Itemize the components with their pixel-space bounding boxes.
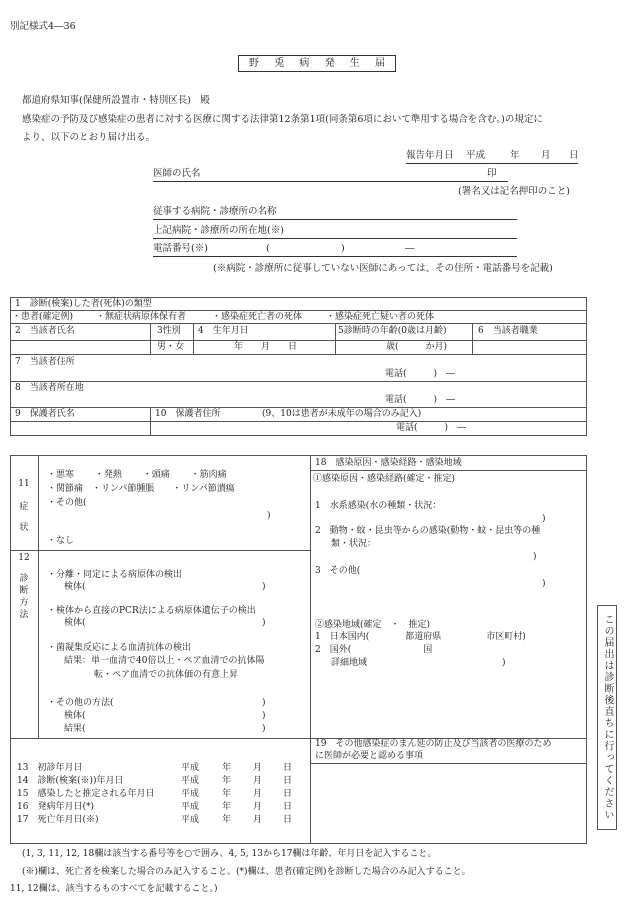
occupation-input[interactable] — [473, 341, 586, 353]
infection-cause-water[interactable]: 1 水系感染(水の種類・状況： — [315, 501, 442, 511]
date-month[interactable]: 月 — [253, 776, 263, 786]
seal-note: (署名又は記名押印のこと) — [458, 186, 570, 197]
date-month[interactable]: 月 — [253, 815, 263, 825]
divider — [10, 421, 587, 422]
guardian-note: (9、10は患者が未成年の場合のみ記入) — [262, 409, 422, 419]
patient-location-label: 8 当該者所在地 — [15, 383, 84, 393]
patient-address-phone[interactable]: 電話( ) ― — [385, 369, 456, 379]
infection-region-title[interactable]: ②感染地域(確定 ・ 推定) — [315, 620, 431, 630]
date-year[interactable]: 年 — [222, 815, 232, 825]
date-month[interactable]: 月 — [253, 763, 263, 773]
title-char: 野 — [249, 57, 259, 69]
doctor-notes-title-1: 19 その他感染症のまん延の防止及び当該者の医療のため — [315, 739, 552, 749]
title-char: 兎 — [274, 57, 285, 69]
doctor-notes-input[interactable] — [311, 764, 586, 843]
date-year[interactable]: 年 — [222, 763, 232, 773]
infection-cause-title[interactable]: ①感染原因・感染経路(確定・推定) — [313, 474, 456, 484]
title-char: 届 — [374, 57, 385, 69]
date-era: 平成 — [181, 789, 200, 799]
hospital-address-label: 上記病院・診療所の所在地(※) — [153, 225, 284, 236]
close-paren: ) — [262, 618, 266, 628]
hospital-name-label: 従事する病院・診療所の名称 — [153, 206, 277, 217]
method-agglutination-result-2: 転・ペア血清での抗体価の有意上昇 — [94, 670, 239, 680]
form-number: 別記様式4―36 — [10, 21, 76, 32]
sex-options[interactable]: 男・女 — [157, 342, 185, 352]
close-paren: ) — [542, 514, 546, 524]
intro-line-1: 感染症の予防及び感染症の患者に対する医療に関する法律第12条第1項(同条第6項において準用する場合を含む。)の規定に — [22, 114, 543, 125]
phone-field[interactable] — [153, 243, 517, 257]
date-month[interactable]: 月 — [253, 789, 263, 799]
method-agglutination[interactable]: ・菌凝集反応による血清抗体の検出 — [47, 643, 192, 653]
diagnosis-label-char: 断 — [19, 586, 29, 596]
type-option-dead[interactable]: ・感染症死亡者の死体 — [212, 312, 303, 322]
day-label: 日 — [569, 150, 579, 161]
phone-open-paren: ( — [266, 243, 270, 254]
year-label: 年 — [510, 150, 520, 161]
divider — [38, 455, 39, 738]
doctor-name-label: 医師の氏名 — [153, 168, 201, 179]
type-option-patient[interactable]: ・患者(確定例) — [12, 312, 74, 322]
report-date-label: 報告年月日 — [406, 150, 454, 161]
doctor-notes-title-2: に医師が必要と認める事項 — [315, 751, 424, 761]
footer-note-2: (※)欄は、死亡者を検案した場合のみ記入すること。(*)欄は、患者(確定例)を診断した場合のみ記入すること。 — [22, 867, 471, 877]
symptoms-other[interactable]: ・その他( — [47, 498, 87, 508]
divider — [10, 381, 587, 382]
date-day[interactable]: 日 — [283, 763, 293, 773]
method-isolation[interactable]: ・分離・同定による病原体の検出 — [47, 570, 183, 580]
close-paren: ) — [533, 552, 537, 562]
title-char: 病 — [299, 57, 310, 69]
occupation-label: 6 当該者職業 — [478, 326, 538, 336]
report-era: 平成 — [466, 150, 486, 161]
hospital-name-field[interactable] — [153, 206, 517, 220]
age-value[interactable]: 歳( か月) — [386, 342, 448, 352]
infection-region-domestic[interactable]: 1 日本国内( 都道府県 市区町村) — [315, 632, 526, 642]
diagnosis-label-char: 診 — [19, 574, 29, 584]
divider — [310, 470, 587, 471]
date-year[interactable]: 年 — [222, 776, 232, 786]
title-char: 発 — [324, 57, 335, 69]
method-agglutination-result-1: 結果：単一血清で40倍以上・ペア血清での抗体陽 — [64, 656, 265, 666]
method-pcr-specimen[interactable]: 検体( — [64, 618, 86, 628]
infection-region-detail: 詳細地域 — [331, 658, 368, 668]
addressee: 都道府県知事(保健所設置市・特別区長) 殿 — [22, 95, 210, 106]
infection-region-abroad[interactable]: 2 国外( 国 — [315, 645, 433, 655]
date-row-label: 16 発病年月日(*) — [17, 802, 94, 812]
symptoms-line-1[interactable]: ・悪寒 ・発熱 ・頭痛 ・筋肉痛 — [47, 470, 227, 480]
phone-close-paren: ) — [341, 243, 345, 254]
phone-label: 電話番号(※) — [153, 243, 208, 254]
date-era: 平成 — [181, 802, 200, 812]
patient-location-phone[interactable]: 電話( ) ― — [385, 395, 456, 405]
method-isolation-specimen[interactable]: 検体( — [64, 582, 86, 592]
diagnosis-number: 12 — [18, 553, 30, 563]
infection-cause-animal-2: 類・状況： — [331, 539, 377, 549]
date-day[interactable]: 日 — [283, 802, 293, 812]
guardian-name-label: 9 保護者氏名 — [15, 409, 75, 419]
date-row-label: 17 死亡年月日(※) — [17, 815, 99, 825]
divider — [335, 323, 336, 354]
birthdate-value[interactable]: 年 月 日 — [234, 342, 298, 352]
reporter-footnote: (※病院・診療所に従事していない医師にあっては、その住所・電話番号を記載) — [213, 263, 553, 274]
date-era: 平成 — [181, 815, 200, 825]
symptoms-none[interactable]: ・なし — [47, 536, 75, 546]
divider — [10, 323, 587, 324]
seal-label: 印 — [487, 168, 497, 179]
close-paren: ) — [502, 658, 506, 668]
divider — [10, 310, 587, 311]
method-other[interactable]: ・その他の方法( — [47, 698, 114, 708]
close-paren: ) — [262, 724, 266, 734]
sex-label: 3性別 — [157, 326, 181, 336]
guardian-address-label: 10 保護者住所 — [155, 409, 221, 419]
symptoms-other-close: ) — [267, 511, 271, 521]
date-era: 平成 — [181, 776, 200, 786]
footer-note-1: (1, 3, 11, 12, 18欄は該当する番号等を○で囲み、4, 5, 13から17欄は年齢、年月日を記入すること。 — [22, 849, 437, 859]
method-pcr[interactable]: ・検体から直接のPCR法による病原体遺伝子の検出 — [47, 606, 256, 616]
report-date-field[interactable] — [406, 150, 578, 164]
divider — [193, 323, 194, 354]
divider — [10, 354, 587, 355]
date-year[interactable]: 年 — [222, 789, 232, 799]
symptoms-number: 11 — [18, 479, 30, 489]
diagnosis-label-char: 法 — [19, 610, 29, 620]
close-paren: ) — [262, 711, 266, 721]
patient-name-input[interactable] — [11, 341, 149, 353]
date-row-label: 14 診断(検案(※))年月日 — [17, 776, 124, 786]
age-label: 5診断時の年齢(0歳は月齢) — [338, 326, 447, 336]
symptoms-line-2[interactable]: ・関節痛 ・リンパ節腫脹 ・リンパ節潰瘍 — [47, 484, 235, 494]
divider — [150, 407, 151, 436]
diagnosis-label-char: 方 — [19, 598, 29, 608]
date-day[interactable]: 日 — [283, 789, 293, 799]
month-label: 月 — [541, 150, 551, 161]
date-day[interactable]: 日 — [283, 776, 293, 786]
date-row-label: 15 感染したと推定される年月日 — [17, 789, 155, 799]
date-year[interactable]: 年 — [222, 802, 232, 812]
infection-cause-animal-1[interactable]: 2 動物・蚊・昆虫等からの感染(動物・蚊・昆虫等の種 — [315, 526, 541, 536]
doctor-name-field[interactable] — [153, 168, 508, 182]
method-other-result[interactable]: 結果( — [64, 724, 86, 734]
divider — [10, 407, 587, 408]
symptoms-label-char: 状 — [19, 523, 29, 533]
infection-cause-other[interactable]: 3 その他( — [315, 566, 361, 576]
divider — [10, 550, 310, 551]
title-char: 生 — [349, 57, 360, 69]
close-paren: ) — [262, 698, 266, 708]
date-row-label: 13 初診年月日 — [17, 763, 83, 773]
date-day[interactable]: 日 — [283, 815, 293, 825]
date-month[interactable]: 月 — [253, 802, 263, 812]
type-option-asymptomatic[interactable]: ・無症状病原体保有者 — [96, 312, 187, 322]
method-other-specimen[interactable]: 検体( — [64, 711, 86, 721]
infection-section-title: 18 感染原因・感染経路・感染地域 — [315, 458, 462, 468]
date-era: 平成 — [181, 763, 200, 773]
patient-address-label: 7 当該者住所 — [15, 357, 75, 367]
close-paren: ) — [262, 582, 266, 592]
form-title — [238, 55, 396, 72]
patient-name-label: 2 当該者氏名 — [15, 326, 75, 336]
side-note: この届出は診断後直ちに行ってください — [597, 605, 617, 830]
birthdate-label: 4 生年月日 — [198, 326, 249, 336]
intro-line-2: より、以下のとおり届け出る。 — [22, 132, 156, 143]
type-label: 1 診断(検案)した者(死体)の類型 — [15, 299, 152, 309]
symptoms-label-char: 症 — [19, 502, 29, 512]
guardian-phone[interactable]: 電話( ) ― — [396, 423, 467, 433]
close-paren: ) — [542, 579, 546, 589]
type-option-suspected-dead[interactable]: ・感染症死亡疑い者の死体 — [326, 312, 435, 322]
hospital-address-field[interactable] — [153, 225, 517, 239]
divider — [150, 323, 151, 354]
phone-dash: ― — [405, 243, 415, 254]
footer-note-3: 11, 12欄は、該当するものすべてを記載すること。) — [10, 884, 218, 894]
